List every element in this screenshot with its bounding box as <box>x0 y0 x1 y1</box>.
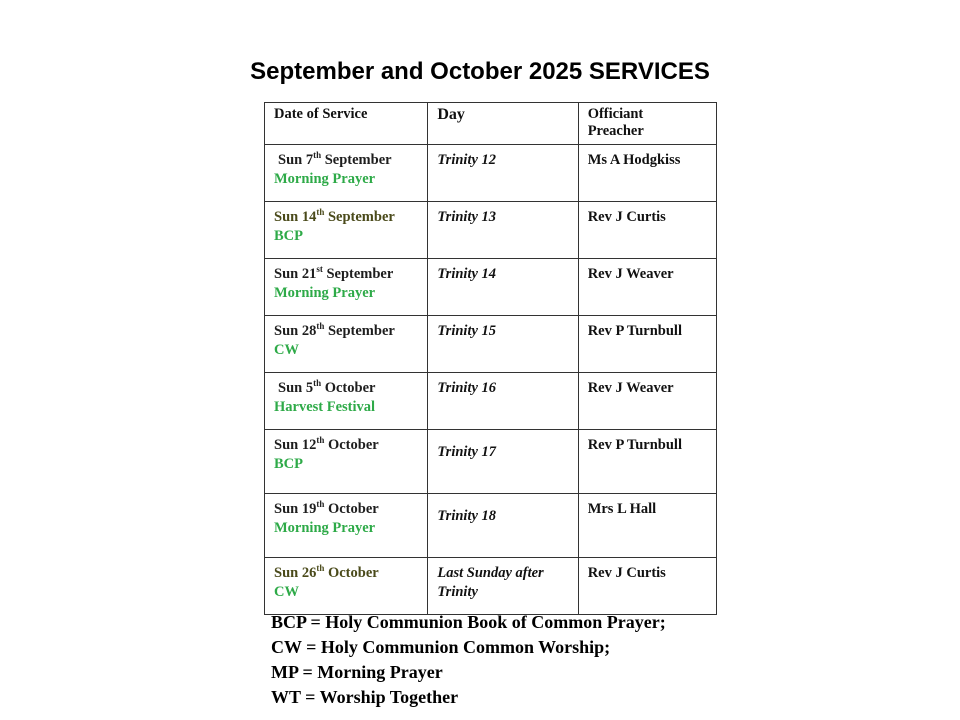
date-prefix: Sun 7 <box>278 152 314 168</box>
service-type: Morning Prayer <box>274 171 376 187</box>
day-cell <box>428 145 578 202</box>
day-cell <box>428 430 578 494</box>
date-month: September <box>324 323 395 339</box>
date-prefix: Sun 19 <box>274 501 317 517</box>
date-suffix: th <box>316 499 325 510</box>
service-type: Morning Prayer <box>274 520 376 536</box>
date-suffix: th <box>316 435 325 446</box>
date-prefix: Sun 12 <box>274 437 317 453</box>
header-officiant-line2: Preacher <box>587 123 644 139</box>
day-text: Trinity 14 <box>437 266 497 282</box>
date-suffix: th <box>316 207 325 218</box>
legend-item-bcp: BCP = Holy Communion Book of Common Prayer; <box>271 612 666 632</box>
page-title: September and October 2025 SERVICES <box>250 58 710 85</box>
officiant-cell: Ms A Hodgkiss <box>578 145 716 202</box>
header-day: Day <box>428 103 578 145</box>
day-text: Trinity 18 <box>437 508 497 524</box>
table-row <box>265 558 717 615</box>
officiant-cell: Rev P Turnbull <box>578 316 716 373</box>
header-row <box>265 103 717 145</box>
day-cell <box>428 558 578 615</box>
day-text: Trinity 15 <box>437 323 497 339</box>
services-table <box>264 102 717 615</box>
officiant-cell: Rev J Weaver <box>578 259 716 316</box>
date-suffix: st <box>316 264 323 275</box>
officiant-cell: Rev J Curtis <box>578 558 716 615</box>
date-suffix: th <box>313 378 322 389</box>
date-prefix: Sun 28 <box>274 323 317 339</box>
service-type: BCP <box>274 228 303 244</box>
date-prefix: Sun 14 <box>274 209 317 225</box>
date-cell <box>265 259 428 316</box>
day-cell <box>428 494 578 558</box>
day-cell <box>428 202 578 259</box>
date-month: September <box>322 266 394 282</box>
officiant-cell: Mrs L Hall <box>578 494 716 558</box>
date-cell <box>265 202 428 259</box>
table-row <box>265 373 717 430</box>
service-type: CW <box>274 342 299 358</box>
date-cell <box>265 558 428 615</box>
table-row <box>265 259 717 316</box>
table-row <box>265 316 717 373</box>
officiant-cell: Rev J Weaver <box>578 373 716 430</box>
date-month: October <box>324 501 379 517</box>
legend-item-wt: WT = Worship Together <box>271 687 459 707</box>
service-type: Harvest Festival <box>274 399 376 415</box>
legend-item-cw: CW = Holy Communion Common Worship; <box>271 637 611 657</box>
header-date: Date of Service <box>265 103 428 145</box>
date-month: October <box>324 437 379 453</box>
date-month: October <box>321 380 376 396</box>
date-month: October <box>324 565 379 581</box>
day-text: Trinity 17 <box>437 444 497 460</box>
day-cell <box>428 259 578 316</box>
header-officiant <box>578 103 716 145</box>
date-suffix: th <box>313 150 322 161</box>
date-cell <box>265 494 428 558</box>
date-cell <box>265 316 428 373</box>
service-type: CW <box>274 584 299 600</box>
table-row <box>265 145 717 202</box>
date-month: September <box>321 152 392 168</box>
day-text-line2: Trinity <box>437 584 478 600</box>
day-text: Trinity 16 <box>437 380 497 396</box>
service-type: Morning Prayer <box>274 285 376 301</box>
service-type: BCP <box>274 456 303 472</box>
date-cell <box>265 373 428 430</box>
day-text: Last Sunday after <box>437 565 544 581</box>
officiant-cell: Rev J Curtis <box>578 202 716 259</box>
legend-item-mp: MP = Morning Prayer <box>271 662 443 682</box>
day-text: Trinity 12 <box>437 152 497 168</box>
day-text: Trinity 13 <box>437 209 497 225</box>
date-cell <box>265 145 428 202</box>
date-prefix: Sun 5 <box>278 380 314 396</box>
date-suffix: th <box>316 563 325 574</box>
date-cell <box>265 430 428 494</box>
date-month: September <box>324 209 395 225</box>
date-prefix: Sun 21 <box>274 266 317 282</box>
table-row <box>265 202 717 259</box>
date-suffix: th <box>316 321 325 332</box>
legend <box>271 610 666 710</box>
table-row <box>265 494 717 558</box>
day-cell <box>428 316 578 373</box>
officiant-cell: Rev P Turnbull <box>578 430 716 494</box>
table-row <box>265 430 717 494</box>
date-prefix: Sun 26 <box>274 565 317 581</box>
header-officiant-line1: Officiant <box>587 106 644 122</box>
day-cell <box>428 373 578 430</box>
